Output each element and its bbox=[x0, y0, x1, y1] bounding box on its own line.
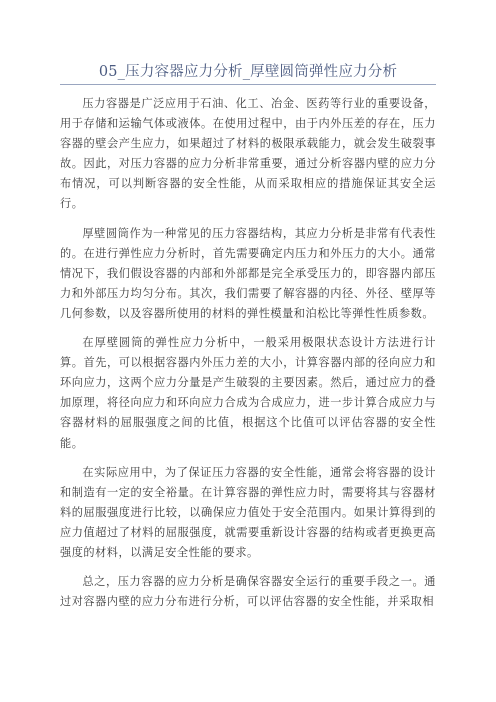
paragraph-5: 总之，压力容器的应力分析是确保容器安全运行的重要手段之一。通过对容器内壁的应力分布进行分析，可以评估容器的安全性能，并采取相 bbox=[60, 575, 436, 609]
document-body bbox=[60, 94, 436, 621]
document-title: 05_压力容器应力分析_厚壁圆筒弹性应力分析 bbox=[98, 64, 398, 80]
paragraph-4: 在实际应用中，为了保证压力容器的安全性能，通常会将容器的设计和制造有一定的安全裕量。在计算容器的弹性应力时，需要将其与容器材料的屈服强度进行比较，以确保应力值处于安全范围内。如果计算得到的应力值超过了材料的屈服强度，就需要重新设计容器的结构或者更换更高强度的材料，以满足安全性能的要求。 bbox=[60, 465, 436, 559]
paragraph-2: 厚壁圆筒作为一种常见的压力容器结构，其应力分析是非常有代表性的。在进行弹性应力分析时，首先需要确定内压力和外压力的大小。通常情况下，我们假设容器的内部和外部都是完全承受压力的，即容器内部压力和外部压力均匀分布。其次，我们需要了解容器的内径、外径、壁厚等几何参数，以及容器所使用的材料的弹性模量和泊松比等弹性性质参数。 bbox=[60, 226, 436, 320]
title-underline bbox=[60, 84, 436, 85]
paragraph-1: 压力容器是广泛应用于石油、化工、冶金、医药等行业的重要设备，用于存储和运输气体或液体。在使用过程中，由于内外压差的存在，压力容器的壁会产生应力，如果超过了材料的极限承载能力，就会发生破裂事故。因此，对压力容器的应力分析非常重要，通过分析容器内壁的应力分布情况，可以判断容器的安全性能，从而采取相应的措施保证其安全运行。 bbox=[60, 97, 436, 211]
paragraph-3: 在厚壁圆筒的弹性应力分析中，一般采用极限状态设计方法进行计算。首先，可以根据容器内外压力差的大小，计算容器内部的径向应力和环向应力，这两个应力分量是产生破裂的主要因素。然后，通过应力的叠加原理，将径向应力和环向应力合成为合成应力，进一步计算合成应力与容器材料的屈服强度之间的比值，根据这个比值可以评估容器的安全性能。 bbox=[60, 336, 436, 450]
